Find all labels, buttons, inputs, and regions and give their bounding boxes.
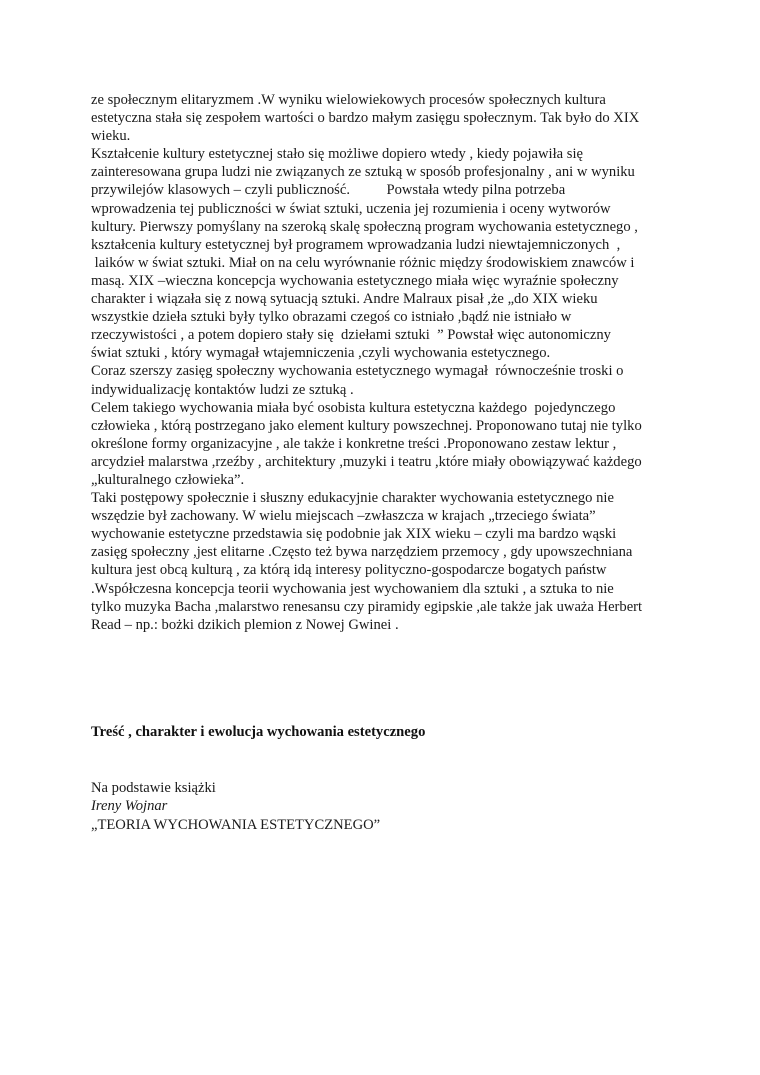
body-line: człowieka , którą postrzegano jako element kultury powszechnej. Proponowano tutaj nie tylko — [91, 417, 642, 434]
source-book-title: „TEORIA WYCHOWANIA ESTETYCZNEGO” — [91, 816, 381, 833]
source-note — [91, 779, 380, 834]
body-line: kultury. Pierwszy pomyślany na szeroką skalę społeczną program wychowania estetycznego , — [91, 218, 638, 235]
body-line: tylko muzyka Bacha ,malarstwo renesansu czy piramidy egipskie ,ale także jak uważa Herbert — [91, 598, 643, 615]
body-line: .Współczesna koncepcja teorii wychowania jest wychowaniem dla sztuki , a sztuka to nie — [91, 580, 614, 597]
body-line: zasięg społeczny ,jest elitarne .Często też bywa narzędziem przemocy , gdy upowszechniana — [91, 544, 633, 561]
body-line: Taki postępowy społecznie i słuszny edukacyjnie charakter wychowania estetycznego nie — [91, 490, 614, 507]
body-line: kultura jest obcą kulturą , za którą idą interesy polityczno-gospodarcze bogatych państw — [91, 562, 607, 579]
body-line: Celem takiego wychowania miała być osobista kultura estetyczna każdego pojedynczego — [91, 399, 616, 416]
body-line: estetyczna stała się zespołem wartości o bardzo małym zasięgu społecznym. Tak było do XIX — [91, 110, 640, 127]
body-line: „kulturalnego człowieka”. — [91, 471, 245, 488]
body-line: Kształcenie kultury estetycznej stało się możliwe dopiero wtedy , kiedy pojawiła się — [91, 146, 583, 163]
source-author: Ireny Wojnar — [91, 798, 168, 815]
body-line: świat sztuki , który wymagał wtajemniczenia ,czyli wychowania estetycznego. — [91, 345, 551, 362]
body-line: zainteresowana grupa ludzi nie związanych ze sztuką w sposób profesjonalny , ani w wyniku — [91, 164, 635, 181]
body-line: Read – np.: bożki dzikich plemion z Nowej Gwinei . — [91, 616, 399, 633]
body-line: Coraz szerszy zasięg społeczny wychowania estetycznego wymagał równocześnie troski o — [91, 363, 624, 380]
body-line: wychowanie estetyczne przedstawia się podobnie jak XIX wieku – czyli ma bardzo wąski — [91, 526, 617, 543]
body-line: ze społecznym elitaryzmem .W wyniku wielowiekowych procesów społecznych kultura — [91, 92, 606, 108]
body-line: arcydzieł malarstwa ,rzeźby , architektury ,muzyki i teatru ,które miały obowiązywać każdego — [91, 453, 642, 470]
body-line: masą. XIX –wieczna koncepcja wychowania estetycznego miała więc wyraźnie społeczny — [91, 272, 619, 289]
body-line: wieku. — [91, 128, 131, 145]
body-text — [91, 91, 681, 634]
source-intro: Na podstawie książki — [91, 780, 216, 796]
body-line: rzeczywistości , a potem dopiero stały się dziełami sztuki ” Powstał więc autonomiczny — [91, 327, 611, 344]
body-line: laików w świat sztuki. Miał on na celu wyrównanie różnic między środowiskiem znawców i — [91, 254, 635, 271]
body-line: przywilejów klasowych – czyli publiczność. Powstała wtedy pilna potrzeba — [91, 182, 566, 199]
section-heading: Treść , charakter i ewolucja wychowania estetycznego — [91, 724, 426, 740]
body-line: określone formy organizacyjne , ale także i konkretne treści .Proponowano zestaw lektur , — [91, 435, 617, 452]
body-line: charakter i wiązała się z nową sytuacją sztuki. Andre Malraux pisał ,że „do XIX wieku — [91, 291, 598, 308]
body-line: indywidualizację kontaktów ludzi ze sztuką . — [91, 381, 354, 398]
body-line: wszędzie był zachowany. W wielu miejscach –zwłaszcza w krajach „trzeciego świata” — [91, 508, 596, 525]
body-line: kształcenia kultury estetycznej był programem wprowadzania ludzi niewtajemniczonych , — [91, 236, 621, 253]
body-line: wszystkie dzieła sztuki były tylko obrazami czegoś co istniało ,bądź nie istniało w — [91, 309, 572, 326]
body-line: wprowadzenia tej publiczności w świat sztuki, uczenia jej rozumienia i oceny wytworów — [91, 200, 611, 217]
